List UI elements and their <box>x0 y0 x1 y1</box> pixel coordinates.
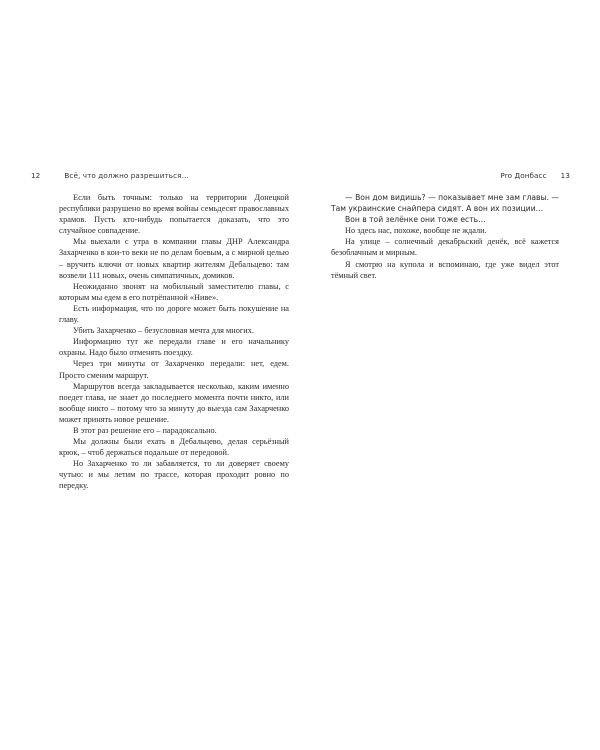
body-paragraph: Есть информация, что по дороге может быть покушение на главу. <box>59 303 289 325</box>
right-running-header <box>500 171 570 180</box>
right-page-number: 13 <box>560 171 570 180</box>
body-paragraph: Мы выехали с утра в компании главы ДНР Александра Захарченко в кои-то веки не по делам боевым, а с мирной целью – вручить ключи от новых квартир жителям Дебальцево: там возвели 111 новых, очень симпатичных, домиков. <box>59 237 289 280</box>
body-paragraph: Если быть точным: только на территории Донецкой республики разрушено во время войны семьдесят православных храмов. Пусть кто-нибудь попытается доказать, что это случайное совпадение. <box>59 193 289 236</box>
body-paragraph: Информацию тут же передали главе и его начальнику охраны. Надо было отменять поездку. <box>59 337 289 358</box>
left-running-title: Всё, что должно разрешиться… <box>64 171 189 180</box>
body-paragraph: Через три минуты от Захарченко передали: нет, едем. Просто сменим маршрут. <box>59 359 289 380</box>
body-paragraph: Неожиданно звонят на мобильный заместителю главы, с которым мы едем в его потрёпанной «Ниве». <box>59 281 289 302</box>
right-page-body <box>331 192 559 281</box>
body-paragraph: В этот раз решение его – парадоксально. <box>73 425 217 435</box>
dialogue-paragraph: — Вон дом видишь? — показывает мне зам главы. — Там украинские снайпера сидят. А вон их позиции… <box>331 193 559 214</box>
body-paragraph: На улице – солнечный декабрьский денёк, всё кажется безоблачным и мирным. <box>331 237 559 258</box>
dialogue-paragraph: Вон в той зелёнке они тоже есть… <box>345 215 486 225</box>
body-paragraph: Убить Захарченко – безусловная мечта для многих. <box>73 326 254 336</box>
right-running-title: Pro Донбасс <box>500 171 547 180</box>
body-paragraph: Мы должны были ехать в Дебальцево, делая серьёзный крюк, – чтоб держаться подальше от передовой. <box>59 437 289 458</box>
left-running-header <box>31 171 189 180</box>
left-page-body <box>59 192 289 492</box>
body-paragraph: Маршрутов всегда закладывается несколько, каким именно поедет глава, не знает до последнего момента почти никто, или вообще никто – потому что за минуту до выезда сам Захарченко может принять новое решение. <box>59 381 289 424</box>
body-paragraph: Но Захарченко то ли забавляется, то ли доверяет своему чутью: и мы летим по трассе, которая проходит ровно по передку. <box>59 459 289 491</box>
body-paragraph: Я смотрю на купола и вспоминаю, где уже видел этот тёмный свет. <box>331 259 559 280</box>
body-paragraph: Но здесь нас, похоже, вообще не ждали. <box>345 226 487 236</box>
left-page-number: 12 <box>31 171 41 180</box>
